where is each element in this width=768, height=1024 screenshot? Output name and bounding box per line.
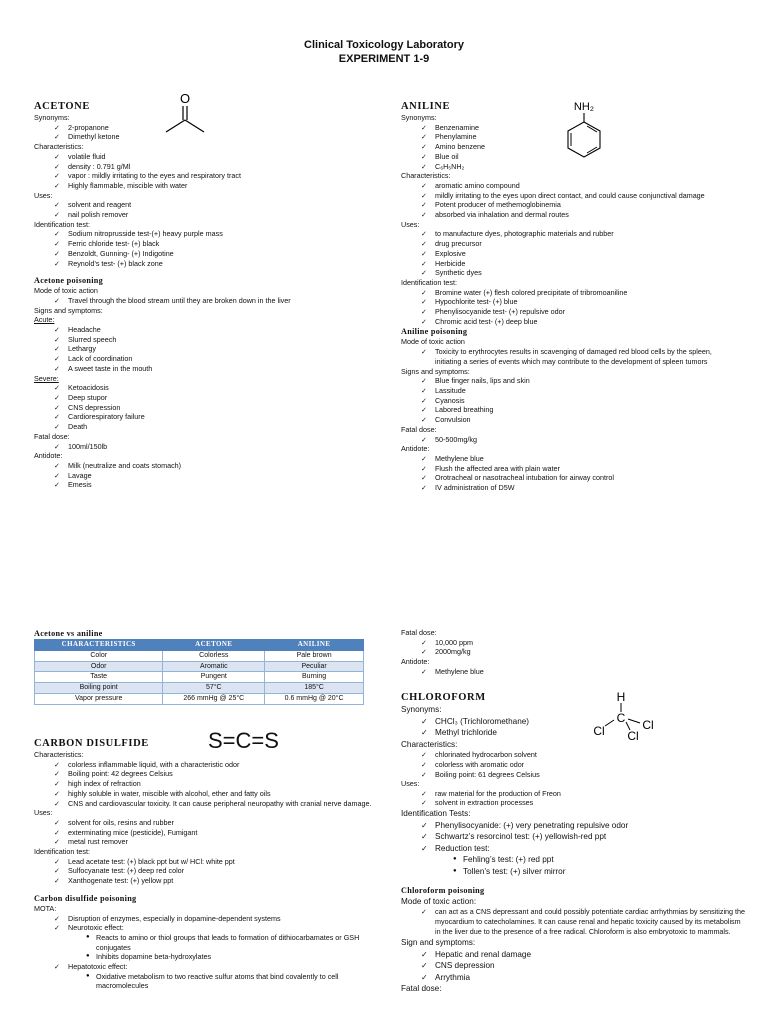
list-item: ✓ IV administration of D5W	[401, 483, 736, 493]
list-item: ✓ exterminating mice (pesticide), Fumigant	[34, 828, 374, 838]
list-item: ✓ nail polish remover	[34, 210, 364, 220]
list-item: ✓ Boiling point: 42 degrees Celsius	[34, 769, 374, 779]
list-item: ✓ Lavage	[34, 471, 364, 481]
carbon-disulfide-poisoning-heading: Carbon disulfide poisoning	[34, 893, 137, 903]
list-item: ✓ solvent and reagent	[34, 200, 364, 210]
table-cell: 0.6 mmHg @ 20°C	[265, 693, 364, 704]
atom-cl-bottom: Cl	[627, 729, 639, 740]
list-item: ✓ Phenylisocyanide: (+) very penetrating repulsive odor	[401, 820, 746, 832]
label: Mode of toxic action	[34, 286, 98, 296]
list-item: ✓ 100ml/150lb	[34, 442, 364, 452]
list-item: ✓ Reynold’s test- (+) black zone	[34, 259, 364, 269]
table-cell: Burning	[265, 672, 364, 683]
label: Fatal dose:	[401, 424, 437, 434]
label: Fatal dose:	[34, 431, 70, 441]
aniline-section	[401, 100, 736, 493]
aniline-structure	[560, 98, 610, 158]
list-item: ✓ colorless inflammable liquid, with a characteristic odor	[34, 760, 374, 770]
list-item: ✓ aromatic amino compound	[401, 181, 736, 191]
list-item: ✓ 2000mg/kg	[401, 647, 731, 657]
list-item: ✓ Lead acetate test: (+) black ppt but w/ HCl: white ppt	[34, 857, 374, 867]
table-row	[35, 661, 364, 672]
label: Mode of toxic action	[401, 337, 465, 347]
list-item: ✓ CNS depression	[34, 403, 364, 413]
acetone-section	[34, 100, 364, 490]
sub-list-item: ● Oxidative metabolism to two reactive sulfur atoms that bind covalently to cell macromolecules	[34, 972, 374, 991]
table-row	[35, 683, 364, 694]
list-item: ✓ Neurotoxic effect:	[34, 923, 374, 933]
label: Identification test:	[34, 847, 90, 857]
list-item: ✓ solvent in extraction processes	[401, 798, 746, 808]
list-item: ✓ Chromic acid test- (+) deep blue	[401, 317, 736, 327]
list-item: ✓ drug precursor	[401, 239, 736, 249]
list-item: ✓ Headache	[34, 325, 364, 335]
list-item: ✓ vapor : mildly irritating to the eyes and respiratory tract	[34, 171, 364, 181]
list-item: ✓ Dimethyl ketone	[34, 132, 364, 142]
list-item: ✓ Hepatic and renal damage	[401, 949, 746, 961]
label: Acute:	[34, 315, 55, 325]
list-item: ✓ Arrythmia	[401, 972, 746, 984]
list-item: ✓ Hypochlorite test- (+) blue	[401, 297, 736, 307]
atom-c: C	[616, 711, 626, 725]
list-item: ✓ raw material for the production of Freon	[401, 789, 746, 799]
label: Identification Tests:	[401, 808, 471, 818]
experiment-title: EXPERIMENT 1-9	[338, 53, 430, 65]
list-item: ✓ Phenylisocyanide test- (+) repulsive odor	[401, 307, 736, 317]
list-item: ✓ 2-propanone	[34, 123, 364, 133]
label: Antidote:	[401, 657, 430, 667]
label: Uses:	[401, 219, 420, 229]
label: Signs and symptoms:	[401, 366, 470, 376]
table-cell: Pale brown	[265, 650, 364, 661]
table-row	[35, 672, 364, 683]
label: Identification test:	[401, 277, 457, 287]
list-item: ✓ 50-500mg/kg	[401, 435, 736, 445]
list-item: ✓ Amino benzene	[401, 142, 736, 152]
sub-list-item: ● Tollen’s test: (+) silver mirror	[401, 866, 746, 878]
list-item: ✓ Highly flammable, miscible with water	[34, 181, 364, 191]
sub-list-item: ● Fehling’s test: (+) red ppt	[401, 854, 746, 866]
label: Synonyms:	[401, 113, 437, 122]
label: Signs and symptoms:	[34, 305, 103, 315]
list-item: ✓ metal rust remover	[34, 837, 374, 847]
list-item: ✓ Explosive	[401, 249, 736, 259]
sub-list-item: ● Reacts to amino or thiol groups that leads to formation of dithiocarbamates or GSH conjugates	[34, 933, 374, 952]
list-item: ✓ Disruption of enzymes, especially in dopamine-dependent systems	[34, 914, 374, 924]
label: MOTA:	[34, 903, 57, 913]
list-item: ✓ Methylene blue	[401, 667, 731, 677]
list-item: ✓ high index of refraction	[34, 779, 374, 789]
aniline-nh2-label: NH₂	[573, 101, 595, 113]
list-item: ✓ Lassitude	[401, 386, 736, 396]
label: Uses:	[34, 190, 53, 200]
table-cell: Boiling point	[35, 683, 163, 694]
list-item: ✓ Potent producer of methemoglobinemia	[401, 200, 736, 210]
table-row	[35, 650, 364, 661]
list-item: ✓ Cardiorespiratory failure	[34, 412, 364, 422]
chloroform-structure	[590, 688, 660, 740]
chloroform-section	[401, 691, 746, 995]
svg-text:O: O	[179, 91, 191, 106]
table-header-row	[35, 640, 364, 651]
list-item: ✓ A sweet taste in the mouth	[34, 364, 364, 374]
label: Characteristics:	[34, 750, 84, 759]
list-item: ✓ CHCl₃ (Trichloromethane)	[401, 716, 746, 728]
list-item: ✓ Xanthogenate test: (+) yellow ppt	[34, 876, 374, 886]
list-item: ✓ Herbicide	[401, 259, 736, 269]
list-item: ✓ chlorinated hydrocarbon solvent	[401, 750, 746, 760]
cs2-formula: S=C=S	[208, 728, 279, 753]
list-item: ✓ Methylene blue	[401, 454, 736, 464]
list-item: ✓ volatile fluid	[34, 152, 364, 162]
list-item: ✓ colorless with aromatic odor	[401, 760, 746, 770]
list-item: ✓ Reduction test:	[401, 843, 746, 855]
list-item: ✓ Toxicity to erythrocytes results in scavenging of damaged red blood cells by the spleen, initiating a series of events which may contribute to the development of spleen tumors	[401, 347, 736, 366]
sub-list-item: ● Inhibits dopamine beta-hydroxylates	[34, 952, 374, 962]
label: Characteristics:	[401, 739, 458, 749]
list-item: ✓ CNS and cardiovascular toxicity. It can cause peripheral neuropathy with cranial nerve damage.	[34, 799, 374, 809]
list-item: ✓ Lethargy	[34, 344, 364, 354]
label: Fatal dose:	[401, 628, 437, 637]
chloroform-heading: CHLOROFORM	[401, 692, 486, 703]
table-cell: 57°C	[163, 683, 265, 694]
list-item: ✓ Sulfocyanate test: (+) deep red color	[34, 866, 374, 876]
lab-title: Clinical Toxicology Laboratory	[304, 39, 464, 51]
table-cell: Peculiar	[265, 661, 364, 672]
page-title	[0, 38, 768, 66]
aniline-heading: ANILINE	[401, 101, 451, 112]
table-cell: Colorless	[163, 650, 265, 661]
column-header: CHARACTERISTICS	[35, 640, 163, 651]
table-cell: 185°C	[265, 683, 364, 694]
carbon-disulfide-section	[34, 737, 374, 991]
label: Antidote:	[401, 444, 430, 454]
column-header: ANILINE	[265, 640, 364, 651]
list-item: ✓ Cyanosis	[401, 396, 736, 406]
list-item: ✓ Synthetic dyes	[401, 268, 736, 278]
list-item: ✓ Milk (neutralize and coats stomach)	[34, 461, 364, 471]
label: Characteristics:	[401, 171, 451, 181]
list-item: ✓ can act as a CNS depressant and could possibly potentiate cardiac arrhythmias by sensitizing the myocardium to catecholamines. It can cause renal and hepatic toxicity caused by its metabolism in the liver due to the presence of a free radical. Chloroform is also embryotoxic to mammals.	[401, 907, 746, 937]
comparison-heading: Acetone vs aniline	[34, 629, 103, 638]
label: Synonyms:	[401, 705, 442, 714]
table-cell: Color	[35, 650, 163, 661]
list-item: ✓ Bromine water (+) flesh colored precipitate of tribromoaniline	[401, 288, 736, 298]
list-item: ✓ Benzenamine	[401, 123, 736, 133]
label: Uses:	[401, 779, 420, 789]
table-cell: 266 mmHg @ 25°C	[163, 693, 265, 704]
acetone-poisoning-heading: Acetone poisoning	[34, 276, 104, 286]
list-item: ✓ Hepatotoxic effect:	[34, 962, 374, 972]
list-item: ✓ to manufacture dyes, photographic materials and rubber	[401, 229, 736, 239]
list-item: ✓ Benzoldt, Gunning- (+) Indigotine	[34, 249, 364, 259]
atom-cl-left: Cl	[593, 724, 605, 738]
list-item: ✓ Labored breathing	[401, 405, 736, 415]
list-item: ✓ Boiling point: 61 degrees Celsius	[401, 770, 746, 780]
label: Antidote:	[34, 451, 63, 461]
comparison-table	[34, 639, 364, 705]
table-cell: Odor	[35, 661, 163, 672]
acetone-structure	[160, 90, 210, 136]
list-item: ✓ Lack of coordination	[34, 354, 364, 364]
label: Characteristics:	[34, 142, 84, 152]
list-item: ✓ solvent for oils, resins and rubber	[34, 818, 374, 828]
list-item: ✓ Convulsion	[401, 415, 736, 425]
label: Severe:	[34, 373, 59, 383]
carbon-disulfide-heading: CARBON DISULFIDE	[34, 738, 149, 749]
table-cell: Pungent	[163, 672, 265, 683]
list-item: ✓ Ferric chloride test- (+) black	[34, 239, 364, 249]
label: Mode of toxic action:	[401, 896, 477, 906]
list-item: ✓ Blue finger nails, lips and skin	[401, 376, 736, 386]
aniline-poisoning-heading: Aniline poisoning	[401, 327, 468, 337]
list-item: ✓ Ketoacidosis	[34, 383, 364, 393]
label: Sign and symptoms:	[401, 938, 476, 948]
list-item: ✓ Schwartz’s resorcinol test: (+) yellowish-red ppt	[401, 831, 746, 843]
list-item: ✓ Emesis	[34, 480, 364, 490]
acetone-heading: ACETONE	[34, 101, 90, 112]
list-item: ✓ Sodium nitroprusside test-(+) heavy purple mass	[34, 229, 364, 239]
list-item: ✓ mildly irritating to the eyes upon direct contact, and could cause conjunctival damage	[401, 191, 736, 201]
atom-h: H	[616, 690, 626, 704]
list-item: ✓ Death	[34, 422, 364, 432]
table-cell: Vapor pressure	[35, 693, 163, 704]
table-row	[35, 693, 364, 704]
label: Identification test:	[34, 219, 90, 229]
label: Fatal dose:	[401, 984, 442, 994]
list-item: ✓ Phenylamine	[401, 132, 736, 142]
column-header: ACETONE	[163, 640, 265, 651]
aniline-continued-section	[401, 628, 731, 677]
list-item: ✓ highly soluble in water, miscible with alcohol, ether and fatty oils	[34, 789, 374, 799]
list-item: ✓ C₆H₅NH₂	[401, 162, 736, 172]
list-item: ✓ Orotracheal or nasotracheal intubation for airway control	[401, 473, 736, 483]
list-item: ✓ Blue oil	[401, 152, 736, 162]
atom-cl-right: Cl	[642, 718, 654, 732]
list-item: ✓ Slurred speech	[34, 335, 364, 345]
list-item: ✓ Travel through the blood stream until they are broken down in the liver	[34, 296, 364, 306]
list-item: ✓ density : 0.791 g/Ml	[34, 162, 364, 172]
table-cell: Taste	[35, 672, 163, 683]
list-item: ✓ Flush the affected area with plain water	[401, 464, 736, 474]
chloroform-poisoning-heading: Chloroform poisoning	[401, 885, 485, 895]
list-item: ✓ Methyl trichloride	[401, 727, 746, 739]
label: Synonyms:	[34, 113, 70, 122]
list-item: ✓ 10,000 ppm	[401, 638, 731, 648]
comparison-section	[34, 628, 364, 705]
table-cell: Aromatic	[163, 661, 265, 672]
list-item: ✓ Deep stupor	[34, 393, 364, 403]
label: Uses:	[34, 808, 53, 818]
list-item: ✓ absorbed via inhalation and dermal routes	[401, 210, 736, 220]
list-item: ✓ CNS depression	[401, 960, 746, 972]
